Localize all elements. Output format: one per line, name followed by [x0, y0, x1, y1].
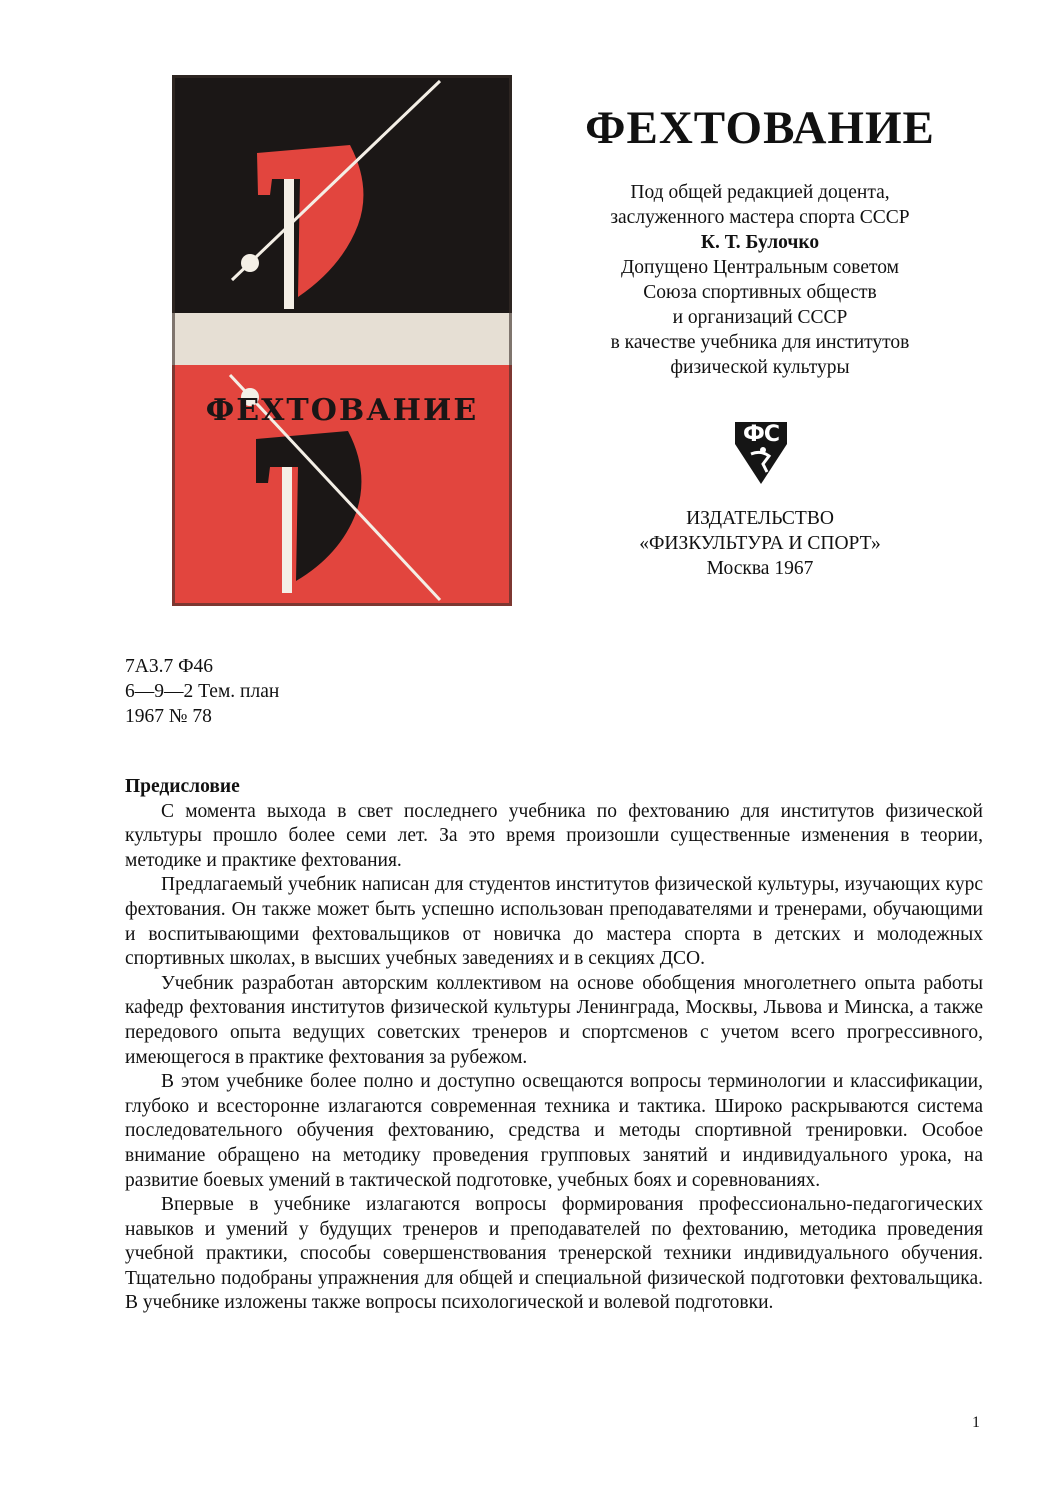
cover-artwork: [172, 75, 512, 606]
publisher-label: ИЗДАТЕЛЬСТВО: [686, 508, 834, 529]
publisher-city-year: Москва 1967: [706, 558, 814, 579]
preface: [125, 775, 983, 1316]
title-block: [560, 100, 960, 380]
publisher-block: [560, 506, 960, 581]
catalog-code: 6—9—2 Тем. план: [125, 681, 280, 702]
approval-line: и организаций СССР: [672, 307, 848, 328]
preface-paragraph: Предлагаемый учебник написан для студентов институтов физической культуры, изучающих курс фехтования. Он также может быть успешно использован преподавателями и тренерами, обучающими и воспитывающими фехтовальщиков от новичка до мастера спорта в детских и молодежных спортивных школах, в высших учебных заведениях и в секциях ДСО.: [125, 874, 983, 970]
catalog-code: 1967 № 78: [125, 706, 212, 727]
preface-paragraph: С момента выхода в свет последнего учебника по фехтованию для институтов физической культуры прошло более семи лет. За это время произошли существенные изменения в теории, методике и практике фехтования.: [125, 800, 983, 871]
preface-heading: Предисловие: [125, 776, 240, 797]
preface-paragraph: В этом учебнике более полно и доступно освещаются вопросы терминологии и классификации, глубоко и всесторонне излагаются современная техника и тактика. Широко раскрываются система последовательного обучения фехтованию, средства и методы спортивной тренировки. Особое внимание обращено на методику проведения групповых занятий и индивидуального урока, на развитие боевых умений в тактической подготовке, учебных боях и соревнованиях.: [125, 1071, 983, 1191]
catalog-code: 7А3.7 Ф46: [125, 656, 213, 677]
subtitle: [560, 180, 960, 380]
subtitle-line: заслуженного мастера спорта СССР: [610, 207, 910, 228]
page-number: 1: [972, 1414, 980, 1431]
catalog-codes: [125, 654, 279, 729]
editor-name: К. Т. Булочко: [700, 232, 820, 253]
approval-line: Допущено Центральным советом: [621, 257, 899, 278]
preface-paragraph: Впервые в учебнике излагаются вопросы формирования профессионально-педагогических навыков и умений у будущих тренеров и преподавателей по фехтованию, методика проведения учебной практики, способы совершенствования тренерской техники индивидуального обучения. Тщательно подобраны упражнения для общей и специальной физической подготовки фехтовальщика. В учебнике изложены также вопросы психологической и волевой подготовки.: [125, 1194, 983, 1314]
preface-paragraph: Учебник разработан авторским коллективом на основе обобщения многолетнего опыта работы кафедр фехтования институтов физической культуры Ленинграда, Москвы, Львова и Минска, а также передового опыта ведущих советских тренеров и спортсменов с учетом всего прогрессивного, имеющегося в практике фехтования за рубежом.: [125, 972, 983, 1068]
book-cover: [172, 75, 512, 606]
publisher-name: «ФИЗКУЛЬТУРА И СПОРТ»: [639, 533, 881, 554]
logo-text: ФС: [743, 422, 779, 447]
book-title: ФЕХТОВАНИЕ: [585, 102, 935, 154]
subtitle-line: Под общей редакцией доцента,: [630, 182, 890, 203]
approval-line: в качестве учебника для институтов: [610, 332, 910, 353]
approval-line: Союза спортивных обществ: [643, 282, 877, 303]
upper-blade-guard: [241, 254, 259, 272]
fs-publisher-emblem-icon: [733, 420, 789, 486]
approval-line: физической культуры: [670, 357, 850, 378]
cover-title: ФЕХТОВАНИЕ: [205, 393, 479, 428]
cover-title-band: [172, 313, 512, 365]
